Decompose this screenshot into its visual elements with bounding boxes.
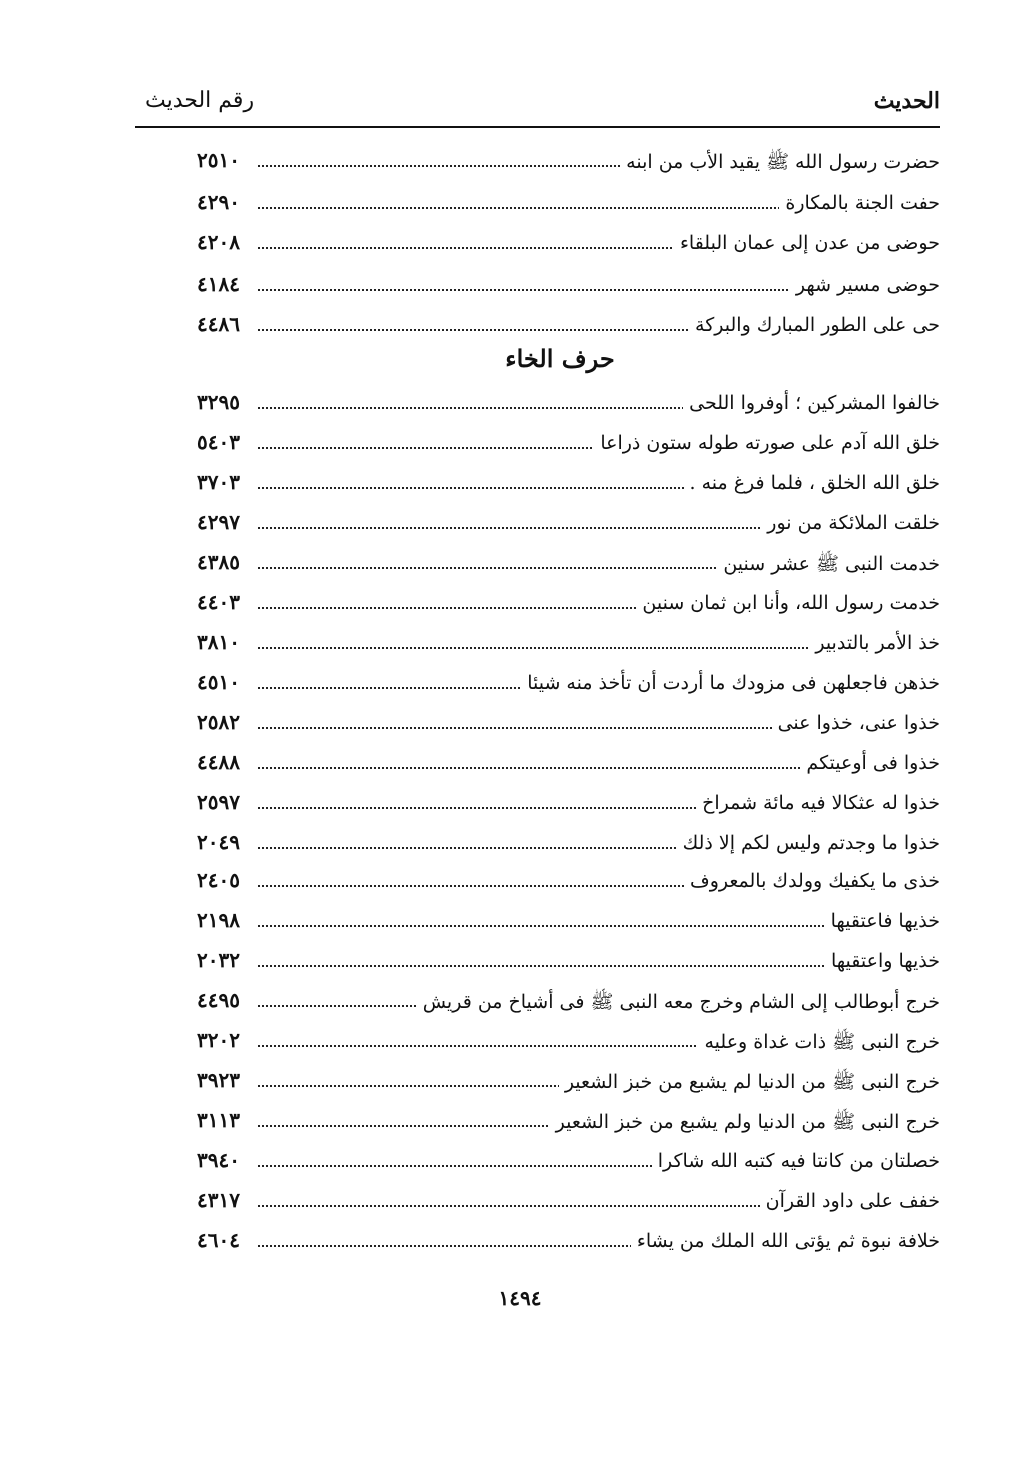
index-entry (160, 668, 940, 706)
entry-text: خصلتان من كانتا فيه كتبه الله شاكرا (652, 1150, 940, 1172)
entry-text: خرج النبى ﷺ من الدنيا ولم يشبع من خبز الشعير (550, 1110, 940, 1138)
entry-number: ٢٥١٠ (197, 148, 240, 172)
index-entry (160, 748, 940, 786)
page-number: ١٤٩٤ (498, 1286, 542, 1310)
entry-number: ٤٢٩٧ (197, 510, 240, 534)
index-entry (160, 1106, 940, 1144)
entry-number: ٢٥٨٢ (197, 710, 240, 734)
entry-number: ٤١٨٤ (197, 272, 240, 296)
index-entry (160, 628, 940, 666)
index-entry (160, 310, 940, 348)
entry-text: خلقت الملائكة من نور (761, 512, 940, 534)
index-entry (160, 228, 940, 266)
index-entry (160, 946, 940, 984)
entry-number: ٢٥٩٧ (197, 790, 240, 814)
entry-number: ٢١٩٨ (197, 908, 240, 932)
entry-number: ٣٨١٠ (197, 630, 240, 654)
entry-text: خذ الأمر بالتدبير (809, 632, 940, 654)
index-entry (160, 1066, 940, 1104)
entry-text: خذى ما يكفيك وولدك بالمعروف (684, 870, 940, 892)
index-entry (160, 828, 940, 866)
entry-text: خذوا ما وجدتم وليس لكم إلا ذلك (677, 832, 940, 854)
entry-number: ٤٤٨٨ (197, 750, 240, 774)
entry-number: ٣٩٤٠ (197, 1148, 240, 1172)
entry-number: ٤٤٨٦ (197, 312, 240, 336)
index-entry (160, 708, 940, 746)
header-hadith-number-title: رقم الحديث (145, 88, 255, 113)
index-entry (160, 866, 940, 904)
header-divider (135, 126, 940, 128)
index-entry (160, 1186, 940, 1224)
entry-number: ٣٧٠٣ (197, 470, 240, 494)
index-entry (160, 906, 940, 944)
entry-number: ٢٠٣٢ (197, 948, 240, 972)
entry-number: ٢٠٤٩ (197, 830, 240, 854)
index-entry (160, 588, 940, 626)
index-entry (160, 146, 940, 184)
entry-text: خدمت رسول الله، وأنا ابن ثمان سنين (636, 592, 940, 614)
entry-text: خرج أبوطالب إلى الشام وخرج معه النبى ﷺ فى أشياخ من قريش (417, 990, 940, 1018)
entry-number: ٣٢٠٢ (197, 1028, 240, 1052)
index-entry (160, 1026, 940, 1064)
entry-text: خفف على داود القرآن (760, 1190, 940, 1212)
entry-text: خذوا له عثكالا فيه مائة شمراخ (696, 792, 940, 814)
entry-number: ٤٥١٠ (197, 670, 240, 694)
entry-text: خرج النبى ﷺ من الدنيا لم يشبع من خبز الشعير (559, 1070, 940, 1098)
entry-number: ٢٤٠٥ (197, 868, 240, 892)
entry-text: خذيها واعتقيها (825, 950, 940, 972)
entry-text: حضرت رسول الله ﷺ يقيد الأب من ابنه (620, 150, 940, 178)
index-entry (160, 986, 940, 1024)
entry-text: حوضى من عدن إلى عمان البلقاء (674, 232, 940, 254)
entry-number: ٤٢٠٨ (197, 230, 240, 254)
page-header (145, 82, 940, 126)
entry-number: ٣١١٣ (197, 1108, 240, 1132)
section-heading: حرف الخاء (505, 344, 615, 373)
index-entry (160, 188, 940, 226)
entry-text: خلق الله آدم على صورته طوله ستون ذراعا (594, 432, 940, 454)
entry-text: خرج النبى ﷺ ذات غداة وعليه (698, 1030, 940, 1058)
entry-text: خالفوا المشركين ؛ أوفروا اللحى (683, 392, 940, 414)
entry-text: خذوا عنى، خذوا عنى (772, 712, 940, 734)
entry-text: خلق الله الخلق ، فلما فرغ منه . (684, 472, 941, 494)
entry-text: خذيها فاعتقيها (825, 910, 940, 932)
index-entry (160, 508, 940, 546)
entry-number: ٤٤٠٣ (197, 590, 240, 614)
index-entry (160, 270, 940, 308)
index-entry (160, 1146, 940, 1184)
index-entry (160, 788, 940, 826)
entry-number: ٤٦٠٤ (197, 1228, 240, 1252)
entry-number: ٤٢٩٠ (197, 190, 240, 214)
index-entry (160, 548, 940, 586)
header-hadith-title: الحديث (873, 88, 940, 114)
entry-number: ٤٤٩٥ (197, 988, 240, 1012)
index-entry (160, 428, 940, 466)
entry-number: ٥٤٠٣ (197, 430, 240, 454)
entry-text: حى على الطور المبارك والبركة (689, 314, 940, 336)
index-entry (160, 388, 940, 426)
index-entry (160, 1226, 940, 1264)
entry-text: خلافة نبوة ثم يؤتى الله الملك من يشاء (631, 1230, 940, 1252)
entry-text: خذوا فى أوعيتكم (800, 752, 940, 774)
entry-number: ٣٩٢٣ (197, 1068, 240, 1092)
entry-text: حفت الجنة بالمكارة (779, 192, 940, 214)
entry-text: حوضى مسير شهر (790, 274, 940, 296)
entry-text: خذهن فاجعلهن فى مزودك ما أردت أن تأخذ منه شيئا (521, 672, 940, 694)
entry-number: ٣٢٩٥ (197, 390, 240, 414)
index-entry (160, 468, 940, 506)
entry-number: ٤٣١٧ (197, 1188, 240, 1212)
entry-number: ٤٣٨٥ (197, 550, 240, 574)
entry-text: خدمت النبى ﷺ عشر سنين (717, 552, 940, 580)
